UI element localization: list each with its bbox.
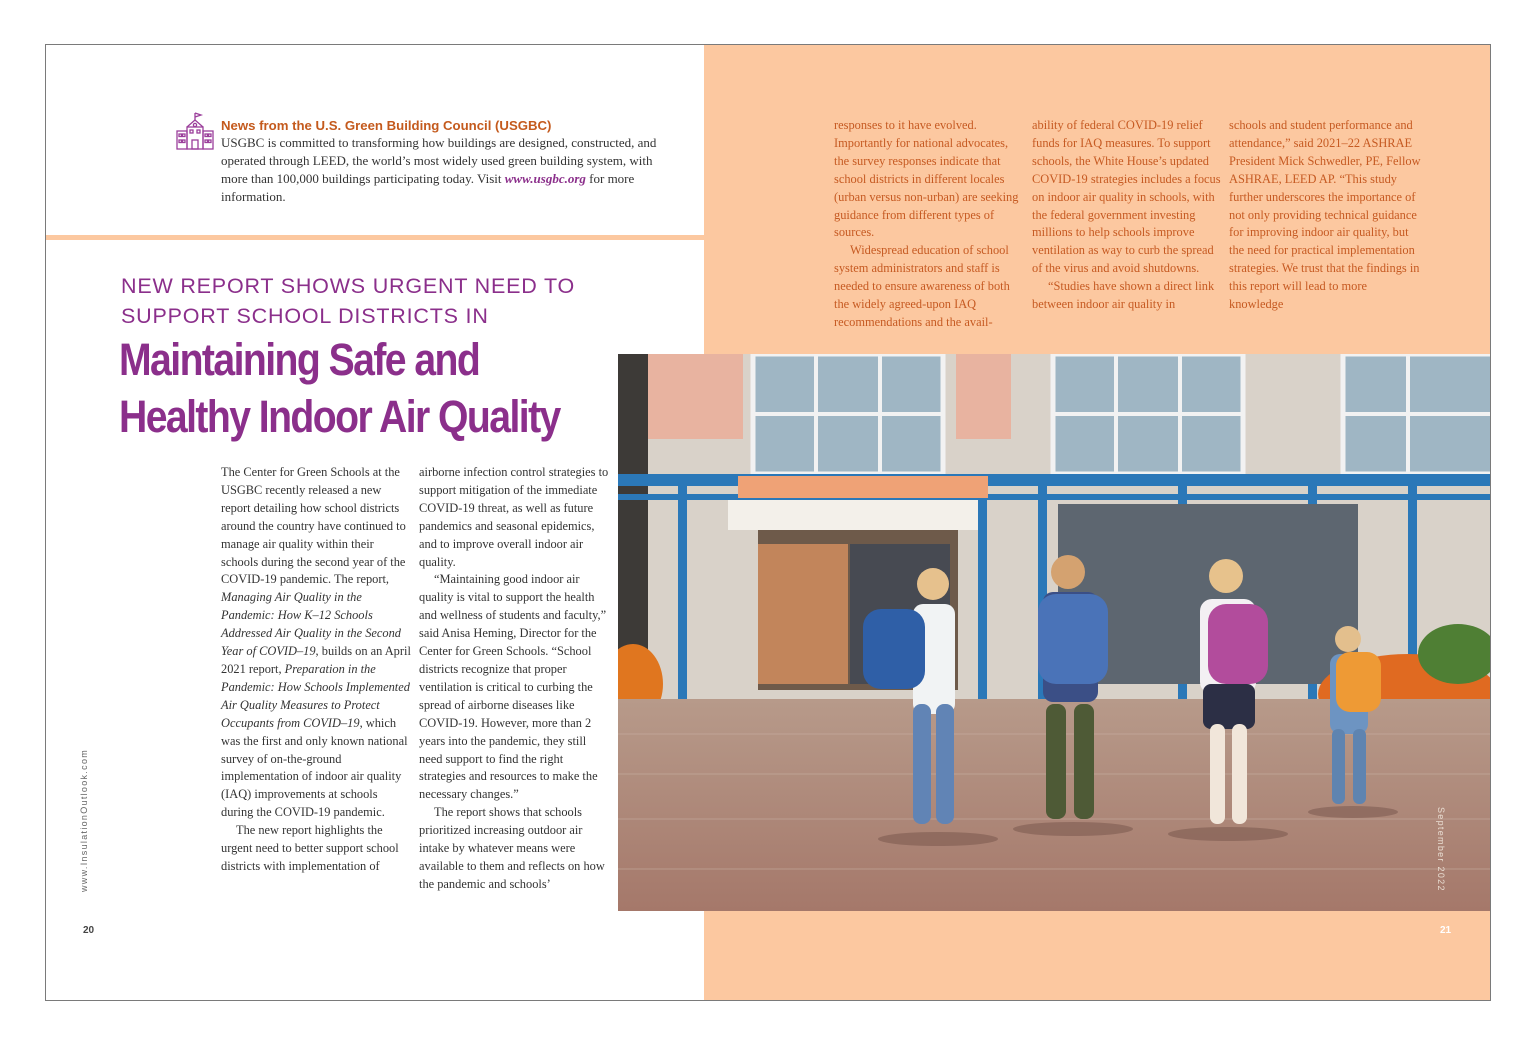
- text-run: , which was the first and only known national survey of on-the-ground implementation of indoor air quality (IAQ) improvements at schools during the COVID-19 pandemic.: [221, 715, 408, 820]
- text-run: The Center for Green Schools at the USGBC recently released a new report detailing how school districts around the country have continued to manage air quality within their schools during the second year of the COVID-19 pandemic. The report,: [221, 465, 406, 587]
- page-number-right: 21: [1440, 925, 1452, 936]
- article-column-4: [1032, 117, 1224, 314]
- article-column-2: [419, 464, 611, 894]
- article-column-1: [221, 464, 413, 876]
- paragraph: The report shows that schools prioritized increasing outdoor air intake by whatever means were available to them and reflects on how the pandemic and schools’: [419, 805, 605, 891]
- news-body: [221, 134, 666, 206]
- kicker-line-2: SUPPORT SCHOOL DISTRICTS IN: [121, 304, 489, 328]
- website-folio: www.InsulationOutlook.com: [79, 748, 89, 892]
- children-school-photo: [618, 354, 1491, 911]
- news-body-end: for more information.: [221, 171, 635, 204]
- paragraph: “Studies have shown a direct link between indoor air quality in: [1032, 279, 1215, 312]
- section-divider: [46, 235, 704, 240]
- kicker-line-1: NEW REPORT SHOWS URGENT NEED TO: [121, 274, 576, 298]
- headline-line-1: Maintaining Safe and: [119, 334, 480, 385]
- photo-illustration: [618, 354, 1491, 911]
- school-building-icon: [176, 111, 214, 151]
- news-body-text: USGBC is committed to transforming how buildings are designed, constructed, and operated through LEED, the world’s most widely used green building system, with more than 100,000 buildings participating today. Visit: [221, 135, 657, 186]
- article-headline: [119, 331, 560, 445]
- usgbc-link[interactable]: www.usgbc.org: [504, 171, 586, 186]
- paragraph: [221, 464, 413, 822]
- text-run: , builds on an April 2021 report,: [221, 644, 411, 676]
- paragraph: Widespread education of school system administrators and staff is needed to ensure awareness of both the widely agreed-upon IAQ recommendations and the avail-: [834, 243, 1010, 329]
- article-column-3: [834, 117, 1026, 332]
- magazine-spread: [45, 44, 1491, 1001]
- paragraph: schools and student performance and attendance,” said 2021–22 ASHRAE President Mick Schwedler, PE, Fellow ASHRAE, LEED AP. “This study further underscores the importance of not only providing technical guidance for improving indoor air quality, but the need for practical implementation strategies. We trust that the findings in this report will lead to more knowledge: [1229, 118, 1421, 312]
- article-kicker: [121, 271, 575, 331]
- headline-line-2: Healthy Indoor Air Quality: [119, 391, 560, 442]
- news-title: News from the U.S. Green Building Council (USGBC): [221, 118, 552, 133]
- paragraph: airborne infection control strategies to support mitigation of the immediate COVID-19 threat, as well as future pandemics and seasonal epidemics, and to improve overall indoor air quality.: [419, 465, 609, 569]
- page-number-left: 20: [83, 925, 95, 936]
- paragraph: The new report highlights the urgent need to better support school districts with implementation of: [221, 823, 399, 873]
- article-column-5: [1229, 117, 1423, 314]
- report-title: Managing Air Quality in the Pandemic: How K–12 Schools Addressed Air Quality in the Second Year of COVID–19: [221, 590, 401, 659]
- paragraph: “Maintaining good indoor air quality is vital to support the health and wellness of students and faculty,” said Anisa Heming, Director for the Center for Green Schools. “School districts recognize that proper ventilation is critical to curbing the spread of airborne diseases like COVID-19. However, more than 2 years into the pandemic, they still need support to find the right strategies and resources to make the necessary changes.”: [419, 572, 607, 802]
- paragraph: ability of federal COVID-19 relief funds for IAQ measures. To support schools, the White House’s updated COVID-19 strategies includes a focus on indoor air quality in schools, with the federal government investing millions to help schools improve ventilation as way to curb the spread of the virus and avoid shutdowns.: [1032, 118, 1221, 276]
- issue-date-folio: September 2022: [1436, 807, 1446, 892]
- report-title: Preparation in the Pandemic: How Schools Implemented Air Quality Measures to Protect Occupants from COVID–19: [221, 661, 410, 730]
- paragraph: responses to it have evolved. Importantly for national advocates, the survey responses indicate that school districts in different locales (urban versus non-urban) are seeking guidance from different types of sources.: [834, 118, 1019, 240]
